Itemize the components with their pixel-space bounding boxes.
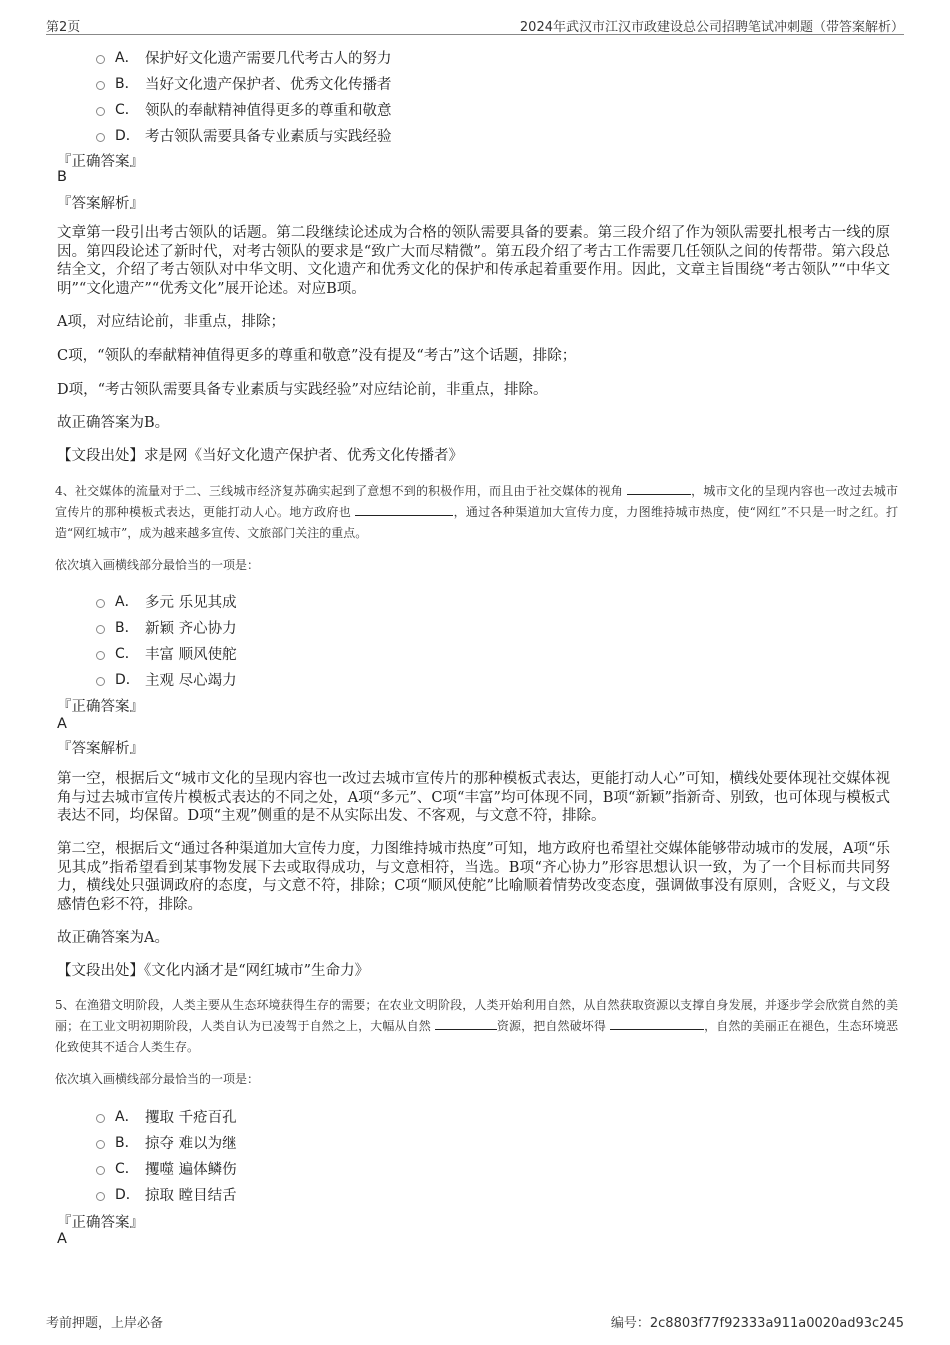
option-a[interactable]: A． 攫取 千疮百孔 <box>96 1103 237 1129</box>
question-prompt: 依次填入画横线部分最恰当的一项是： <box>55 558 260 572</box>
page-header <box>46 14 904 35</box>
analysis-paragraph: 故正确答案为A。 <box>57 930 169 946</box>
radio-icon[interactable] <box>96 81 105 90</box>
answer-value: A <box>57 716 67 732</box>
analysis-paragraph: 故正确答案为B。 <box>57 415 170 431</box>
option-b[interactable]: B． 新颖 齐心协力 <box>96 614 237 640</box>
option-d[interactable]: D． 主观 尽心竭力 <box>96 666 237 692</box>
option-d[interactable]: D． 掠取 瞠目结舌 <box>96 1181 237 1207</box>
radio-icon[interactable] <box>96 677 105 686</box>
q3-options <box>96 44 392 148</box>
radio-icon[interactable] <box>96 599 105 608</box>
analysis-paragraph: A项，对应结论前，非重点，排除； <box>57 314 285 330</box>
footer-slogan: 考前押题，上岸必备 <box>46 1316 164 1331</box>
fill-blank <box>610 1017 704 1030</box>
analysis-paragraph: C项，“领队的奉献精神值得更多的尊重和敬意”没有提及“考古”这个话题，排除； <box>57 348 577 364</box>
radio-icon[interactable] <box>96 625 105 634</box>
radio-icon[interactable] <box>96 651 105 660</box>
answer-label: 『正确答案』 <box>57 699 144 715</box>
answer-value: A <box>57 1231 67 1247</box>
question-stem: 5、在渔猎文明阶段，人类主要从生态环境获得生存的需要；在农业文明阶段，人类开始利用自然，从自然获取资源以支撑自身发展，并逐步学会欣赏自然的美丽；在工业文明初期阶段，人类自认为已凌驾于自然之上，大幅从自然 资源，把自然破坏得 ，自然的美丽正在褪色，生态环境恶化致使其不适合人类生存。 <box>55 998 898 1054</box>
radio-icon[interactable] <box>96 1166 105 1175</box>
fill-blank <box>627 482 691 495</box>
source-citation: 【文段出处】《文化内涵才是“网红城市”生命力》 <box>57 963 370 979</box>
fill-blank <box>355 503 453 516</box>
answer-value: B <box>57 169 67 185</box>
option-c[interactable]: C． 领队的奉献精神值得更多的尊重和敬意 <box>96 96 392 122</box>
q4-options <box>96 588 237 692</box>
answer-label: 『正确答案』 <box>57 1215 144 1231</box>
option-a[interactable]: A． 保护好文化遗产需要几代考古人的努力 <box>96 44 392 70</box>
radio-icon[interactable] <box>96 1192 105 1201</box>
document-title: 2024年武汉市江汉市政建设总公司招聘笔试冲刺题（带答案解析） <box>519 20 904 35</box>
option-c[interactable]: C． 丰富 顺风使舵 <box>96 640 237 666</box>
radio-icon[interactable] <box>96 133 105 142</box>
analysis-paragraph: 第一空，根据后文“城市文化的呈现内容也一改过去城市宣传片的那种模板式表达，更能打动人心”可知，横线处要体现社交媒体视角与过去城市宣传片模板式表达的不同之处，A项“多元”、C项“丰富”均可体现不同，B项“新颖”指新奇、别致，也可体现与模板式表达不同，均保留。D项“主观”侧重的是不从实际出发、不客观，与文意不符，排除。 <box>57 771 890 824</box>
option-b[interactable]: B． 当好文化遗产保护者、优秀文化传播者 <box>96 70 392 96</box>
question-prompt: 依次填入画横线部分最恰当的一项是： <box>55 1072 260 1086</box>
analysis-label: 『答案解析』 <box>57 196 144 212</box>
analysis-paragraph: D项，“考古领队需要具备专业素质与实践经验”对应结论前，非重点，排除。 <box>57 382 548 398</box>
radio-icon[interactable] <box>96 107 105 116</box>
page-footer <box>46 1312 904 1332</box>
document-id: 编号：2c8803f77f92333a911a0020ad93c245 <box>610 1316 904 1331</box>
source-citation: 【文段出处】求是网《当好文化遗产保护者、优秀文化传播者》 <box>57 448 463 464</box>
page-number: 第2页 <box>46 20 81 35</box>
analysis-paragraph: 第二空，根据后文“通过各种渠道加大宣传力度，力图维持城市热度”可知，地方政府也希望社交媒体能够带动城市的发展，A项“乐见其成”指希望看到某事物发展下去或取得成功，与文意相符，当选。B项“齐心协力”形容思想认识一致，为了一个目标而共同努力，横线处只强调政府的态度，与文意不符，排除；C项“顺风使舵”比喻顺着情势改变态度，强调做事没有原则，含贬义，与文段感情色彩不符，排除。 <box>57 841 890 913</box>
radio-icon[interactable] <box>96 55 105 64</box>
answer-label: 『正确答案』 <box>57 154 144 170</box>
radio-icon[interactable] <box>96 1140 105 1149</box>
analysis-paragraph: 文章第一段引出考古领队的话题。第二段继续论述成为合格的领队需要具备的要素。第三段介绍了作为领队需要扎根考古一线的原因。第四段论述了新时代，对考古领队的要求是“致广大而尽精微”。第五段介绍了考古工作需要几任领队之间的传帮带。第六段总结全文，介绍了考古领队对中华文明、文化遗产和优秀文化的保护和传承起着重要作用。因此，文章主旨围绕“考古领队”“中华文明”“文化遗产”“优秀文化”展开论述。对应B项。 <box>57 225 890 297</box>
q5-options <box>96 1103 237 1207</box>
option-d[interactable]: D． 考古领队需要具备专业素质与实践经验 <box>96 122 392 148</box>
analysis-label: 『答案解析』 <box>57 741 144 757</box>
radio-icon[interactable] <box>96 1114 105 1123</box>
option-b[interactable]: B． 掠夺 难以为继 <box>96 1129 237 1155</box>
question-stem: 4、社交媒体的流量对于二、三线城市经济复苏确实起到了意想不到的积极作用，而且由于社交媒体的视角 ，城市文化的呈现内容也一改过去城市宣传片的那种模板式表达，更能打动人心。地方政府也 ，通过各种渠道加大宣传力度，力图维持城市热度，使“网红”不只是一时之红。打造“网红城市”，成为越来越多宣传、文旅部门关注的重点。 <box>55 484 898 540</box>
option-c[interactable]: C． 攫噬 遍体鳞伤 <box>96 1155 237 1181</box>
option-a[interactable]: A． 多元 乐见其成 <box>96 588 237 614</box>
fill-blank <box>435 1017 497 1030</box>
